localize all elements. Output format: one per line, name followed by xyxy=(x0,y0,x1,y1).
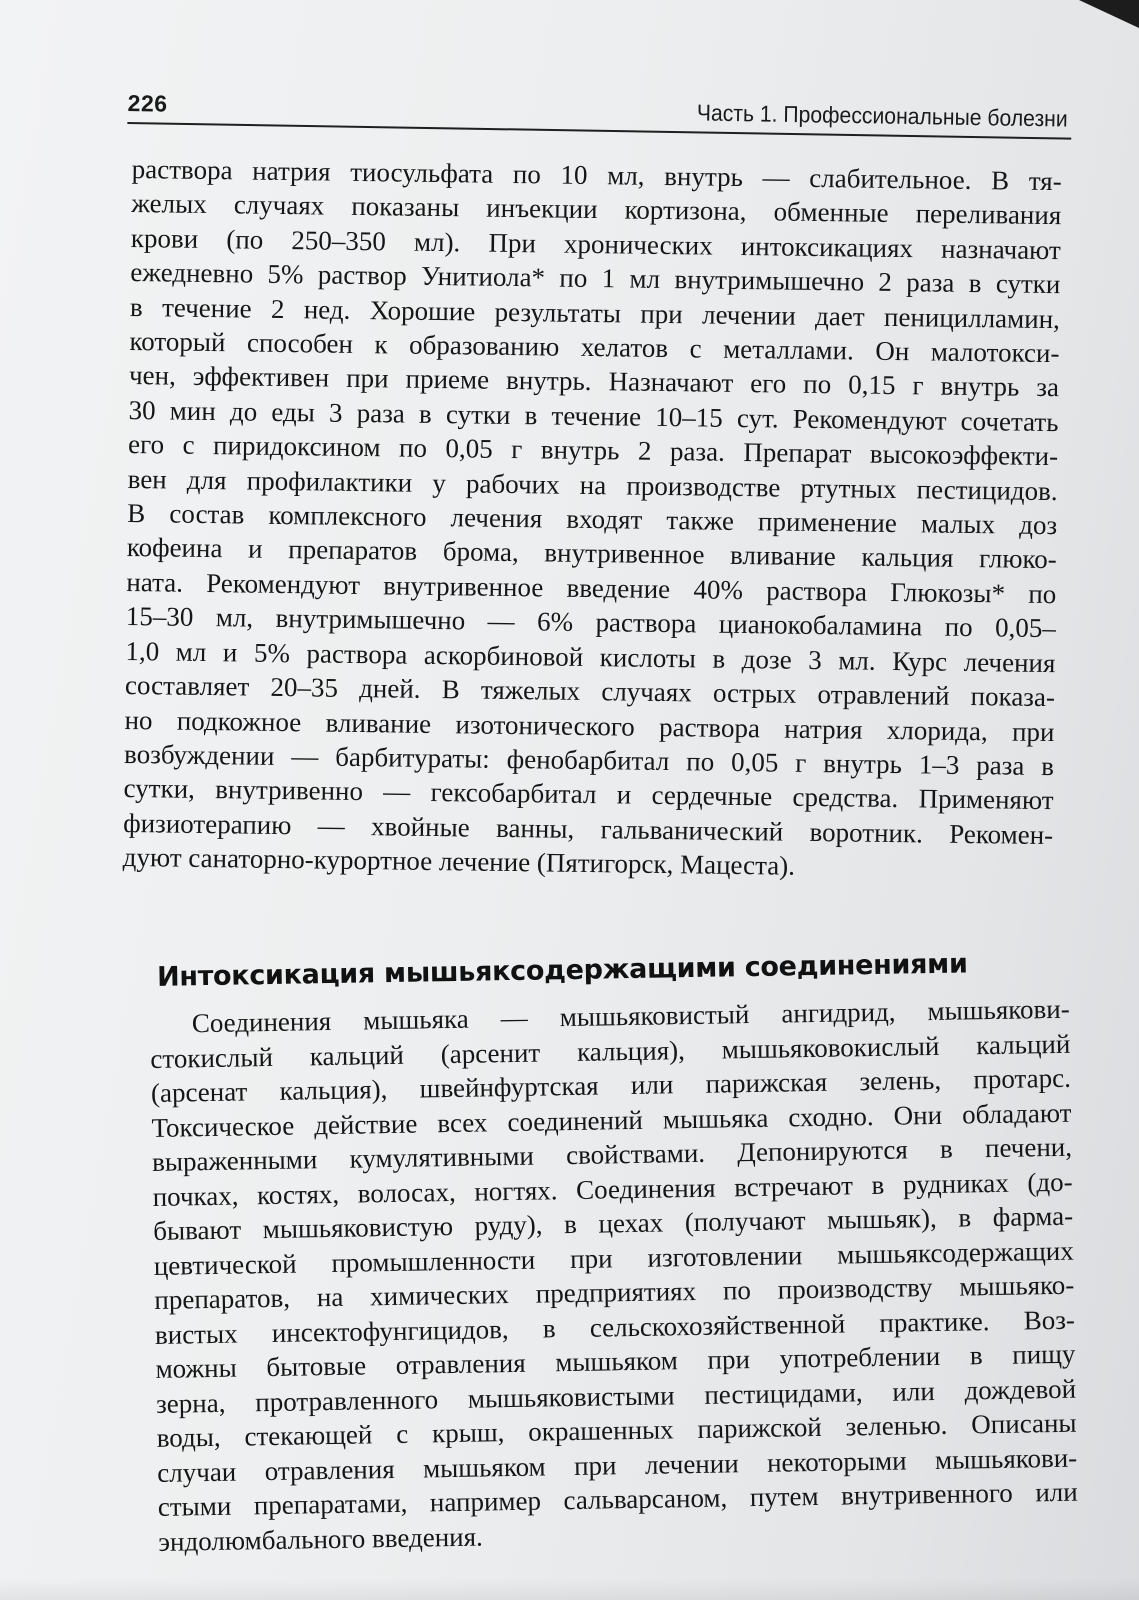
text-line: эндолюмбального введения. xyxy=(158,1521,484,1557)
text-line: физиотерапию — хвойные ванны, гальванический воротник. Рекомен- xyxy=(123,807,1054,850)
text-line: составляет 20–35 дней. В тяжелых случаях острых отравлений показа- xyxy=(124,670,1056,713)
text-line: возбуждении — барбитураты: фенобарбитал по 0,05 г внутрь 1–3 раза в xyxy=(123,738,1055,782)
section-heading: Интоксикация мышьяксодержащими соединениями xyxy=(156,948,968,993)
page-number: 226 xyxy=(127,89,168,117)
text-line: (арсенат кальция), швейнфуртская или парижская зелень, протарс. xyxy=(150,1062,1072,1108)
text-line: крови (по 250–350 мл). При хронических интоксикациях назначают xyxy=(130,222,1061,265)
text-line: зерна, протравленного мышьяковистыми пестицидами, или дождевой xyxy=(155,1373,1077,1419)
paragraph-treatment xyxy=(123,152,1062,887)
text-line: ната. Рекомендуют внутривенное введение 40% раствора Глюкозы* по xyxy=(126,566,1057,610)
text-line: почках, костях, волосах, ногтях. Соединения встречают в рудниках (до- xyxy=(152,1166,1073,1212)
page-header xyxy=(127,84,1072,150)
text-line: можны бытовые отравления мышьяком при употреблении в пищу xyxy=(155,1338,1076,1384)
text-line: бывают мышьяковистую руду), в цехах (получают мышьяк), в фарма- xyxy=(153,1200,1074,1246)
section-arsenic xyxy=(148,899,1079,1559)
text-line: желых случаях показаны инъекции кортизона, обменные переливания xyxy=(131,188,1062,231)
text-line: сутки, внутривенно — гексобарбитал и сердечные средства. Применяют xyxy=(123,773,1054,816)
text-line: В состав комплексного лечения входят также применение малых доз xyxy=(127,498,1058,541)
text-line: раствора натрия тиосульфата по 10 мл, внутрь — слабительное. В тя- xyxy=(131,153,1062,197)
text-line: но подкожное вливание изотонического раствора натрия хлорида, при xyxy=(124,704,1055,747)
text-line: чен, эффективен при приеме внутрь. Назначают его по 0,15 г внутрь за xyxy=(128,360,1060,403)
text-line: воды, стекающей с крыш, окрашенных парижской зеленью. Описаны xyxy=(156,1407,1077,1453)
text-line: вистых инсектофунгицидов, в сельскохозяйственной практике. Воз- xyxy=(154,1304,1076,1350)
text-line: 1,0 мл и 5% раствора аскорбиновой кислоты в дозе 3 мл. Курс лечения xyxy=(125,635,1056,678)
text-line: Соединения мышьяка — мышьяковистый ангидрид, мышьякови- xyxy=(191,993,1070,1039)
text-line: Токсическое действие всех соединений мышьяка сходно. Они обладают xyxy=(151,1097,1072,1143)
text-line: цевтической промышленности при изготовлении мышьяксодержащих xyxy=(153,1235,1074,1281)
text-line: стыми препаратами, например сальварсаном, путем внутривенного или xyxy=(157,1476,1078,1522)
text-line: 30 мин до еды 3 раза в сутки в течение 10–15 сут. Рекомендуют сочетать xyxy=(128,394,1059,437)
text-line: кофеина и препаратов брома, внутривенное вливание кальция глюко- xyxy=(126,532,1057,575)
text-line: в течение 2 нед. Хорошие результаты при лечении дает пеницилламин, xyxy=(129,291,1061,334)
text-line: стокислый кальций (арсенит кальция), мышьяковокислый кальций xyxy=(150,1028,1071,1074)
paragraph-arsenic xyxy=(150,992,1079,1559)
text-line: дуют санаторно-курортное лечение (Пятигорск, Мацеста). xyxy=(122,842,796,881)
running-head: Часть 1. Профессиональные болезни xyxy=(696,99,1068,132)
text-line: его с пиридоксином по 0,05 г внутрь 2 раза. Препарат высокоэффекти- xyxy=(127,429,1059,472)
page-bottom-shadow xyxy=(0,1578,1139,1600)
body-text-top xyxy=(123,152,1062,887)
text-line: который способен к образованию хелатов с металлами. Он малотокси- xyxy=(129,326,1060,369)
text-line: препаратов, на химических предприятиях по производству мышьяко- xyxy=(154,1269,1075,1315)
text-line: выраженными кумулятивными свойствами. Депонируются в печени, xyxy=(151,1131,1073,1177)
text-line: случаи отравления мышьяком при лечении некоторыми мышьякови- xyxy=(157,1442,1078,1488)
text-line: ежедневно 5% раствор Унитиола* по 1 мл внутримышечно 2 раза в сутки xyxy=(130,257,1061,300)
text-line: вен для профилактики у рабочих на производстве ртутных пестицидов. xyxy=(127,463,1058,506)
page-corner-shadow xyxy=(1079,0,1139,28)
text-line: 15–30 мл, внутримышечно — 6% раствора цианокобаламина по 0,05– xyxy=(125,601,1057,644)
